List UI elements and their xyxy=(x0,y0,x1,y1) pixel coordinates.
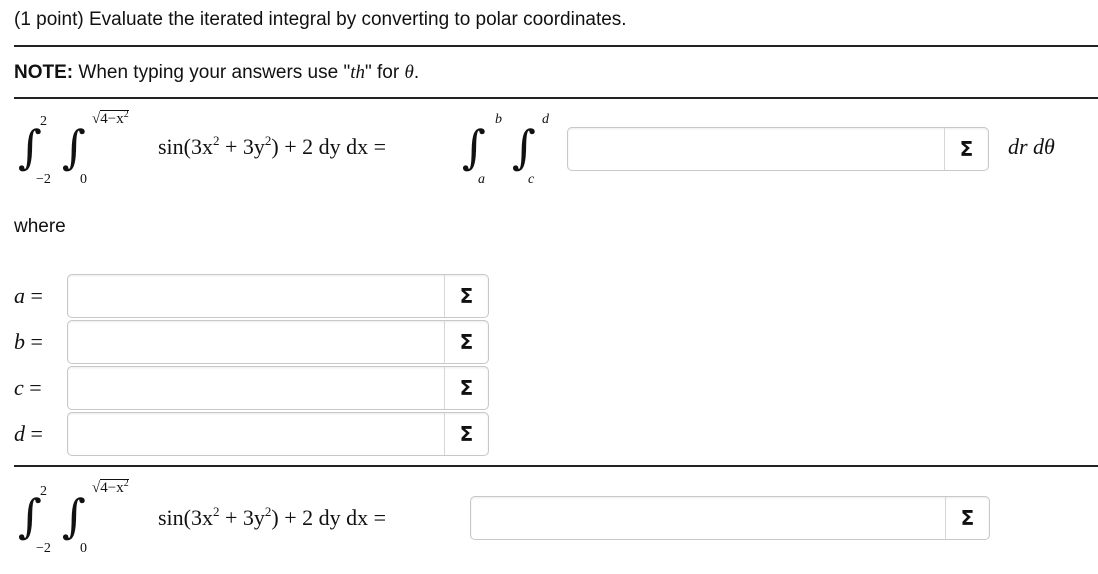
theta-symbol: θ xyxy=(404,62,414,83)
label-c: c = xyxy=(14,375,42,400)
integrand xyxy=(158,134,386,160)
radicand: 4−x xyxy=(100,480,124,496)
outer-lower-limit: −2 xyxy=(36,172,51,187)
outer-lower-limit: −2 xyxy=(36,541,51,556)
equation-editor-button[interactable] xyxy=(944,128,988,170)
note-label: NOTE: xyxy=(14,62,74,83)
integral-sign: ∫ xyxy=(62,489,86,543)
label-d: d = xyxy=(14,421,43,446)
integrand-input[interactable] xyxy=(572,132,940,168)
final-answer-input[interactable] xyxy=(475,501,939,537)
outer-upper-limit: b xyxy=(495,112,502,127)
problem-prompt: (1 point) Evaluate the iterated integral by converting to polar coordinates. xyxy=(14,9,627,30)
input-b[interactable] xyxy=(72,325,440,361)
integral-sign: ∫ xyxy=(512,120,536,174)
label-a: a = xyxy=(14,283,43,308)
note-code: th xyxy=(350,62,365,83)
inner-lower-limit: c xyxy=(528,172,535,187)
integrand-answer-box xyxy=(567,127,989,171)
inner-upper-limit: $√4-x^2$ xyxy=(92,109,129,127)
y-exponent: 2 xyxy=(264,133,272,148)
sigma-icon: Σ xyxy=(960,506,975,530)
integrand xyxy=(158,505,386,531)
inner-upper-limit: d xyxy=(542,112,549,127)
integral-sign: ∫ xyxy=(462,120,486,174)
outer-upper-limit: 2 xyxy=(40,114,47,129)
integrand-mid: + 3y xyxy=(219,134,265,159)
integral-sign: ∫ xyxy=(62,120,86,174)
outer-lower-limit: a xyxy=(478,172,485,187)
answer-box-c xyxy=(67,366,489,410)
note-text xyxy=(14,62,419,84)
sigma-icon: Σ xyxy=(459,376,474,400)
note-period: . xyxy=(413,62,420,83)
radicand-exponent: 2 xyxy=(123,109,129,120)
differentials: dr dθ xyxy=(1008,134,1055,159)
inner-lower-limit: 0 xyxy=(80,172,87,187)
where-label: where xyxy=(14,216,66,237)
integrand-prefix: sin(3x xyxy=(158,134,213,159)
sigma-icon: Σ xyxy=(459,422,474,446)
sigma-icon: Σ xyxy=(459,284,474,308)
radicand: 4−x xyxy=(100,111,124,127)
divider xyxy=(14,97,1098,99)
integral-sign: ∫ xyxy=(18,489,42,543)
divider xyxy=(14,465,1098,467)
integrand-suffix: ) + 2 dy dx = xyxy=(271,505,387,530)
equation-editor-button-d[interactable] xyxy=(444,413,488,455)
equation-editor-button-final[interactable] xyxy=(945,497,989,539)
equation-editor-button-b[interactable] xyxy=(444,321,488,363)
integral-sign: ∫ xyxy=(18,120,42,174)
sigma-icon: Σ xyxy=(459,330,474,354)
inner-upper-limit: $√4-x^2$ xyxy=(92,478,129,496)
answer-box-d xyxy=(67,412,489,456)
answer-box-b xyxy=(67,320,489,364)
y-exponent: 2 xyxy=(264,504,272,519)
note-text-before: When typing your answers use " xyxy=(73,62,351,83)
integrand-prefix: sin(3x xyxy=(158,505,213,530)
input-d[interactable] xyxy=(72,417,440,453)
sigma-icon: Σ xyxy=(959,137,974,161)
final-answer-box xyxy=(470,496,990,540)
input-a[interactable] xyxy=(72,279,440,315)
answer-box-a xyxy=(67,274,489,318)
x-exponent: 2 xyxy=(213,504,220,519)
equation-editor-button-c[interactable] xyxy=(444,367,488,409)
label-b: b = xyxy=(14,329,43,354)
inner-lower-limit: 0 xyxy=(80,541,87,556)
outer-upper-limit: 2 xyxy=(40,484,47,499)
note-text-after: " for xyxy=(365,62,405,83)
input-c[interactable] xyxy=(72,371,440,407)
radicand-exponent: 2 xyxy=(123,478,129,489)
equation-editor-button-a[interactable] xyxy=(444,275,488,317)
x-exponent: 2 xyxy=(213,133,220,148)
integrand-suffix: ) + 2 dy dx = xyxy=(271,134,387,159)
divider xyxy=(14,45,1098,47)
integrand-mid: + 3y xyxy=(219,505,265,530)
